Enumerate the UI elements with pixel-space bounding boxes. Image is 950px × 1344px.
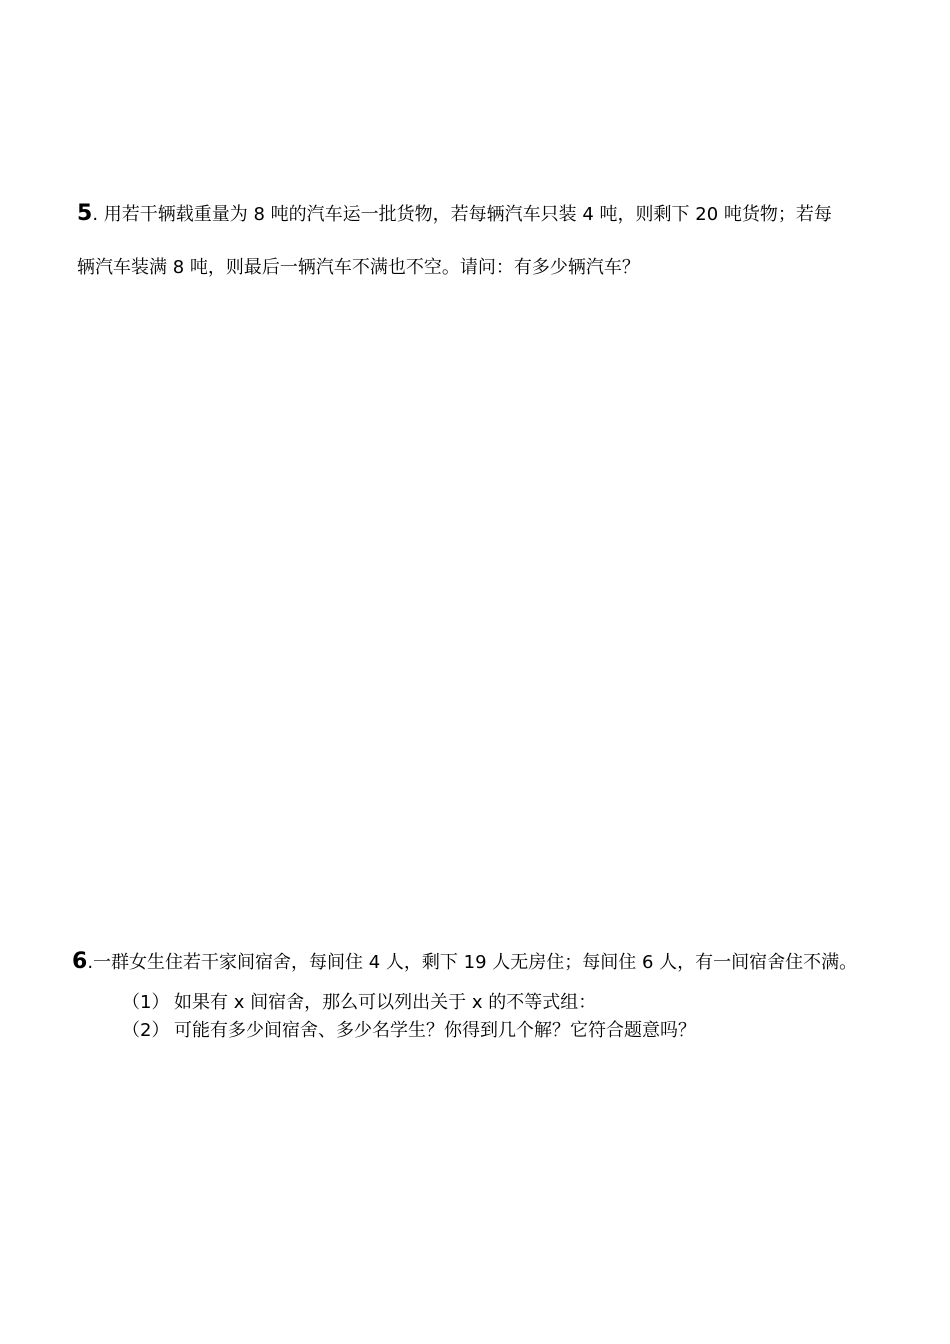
- subquestion-2-text: 可能有多少间宿舍、多少名学生？你得到几个解？它符合题意吗？: [174, 1020, 696, 1041]
- problem-5-line-2: 辆汽车装满 8 吨，则最后一辆汽车不满也不空。请问：有多少辆汽车？: [77, 257, 640, 278]
- problem-6-subquestion-2: [122, 1019, 696, 1043]
- problem-6-subquestion-1: [122, 991, 596, 1015]
- subquestion-2-label: （2）: [122, 1020, 170, 1041]
- problem-5-text-1: . 用若干辆载重量为 8 吨的汽车运一批货物，若每辆汽车只装 4 吨，则剩下 20 吨货物；若每: [92, 204, 832, 225]
- problem-6-text-1: .一群女生住若干家间宿舍，每间住 4 人，剩下 19 人无房住；每间住 6 人，有一间宿舍住不满。: [87, 952, 858, 973]
- problem-5-number: 5: [77, 201, 93, 226]
- problem-6-number: 6: [72, 949, 88, 974]
- problem-6-line-1: [72, 950, 857, 975]
- subquestion-1-text: 如果有 x 间宿舍，那么可以列出关于 x 的不等式组：: [174, 992, 597, 1013]
- problem-5-line-1: [77, 202, 832, 227]
- subquestion-1-label: （1）: [122, 992, 170, 1013]
